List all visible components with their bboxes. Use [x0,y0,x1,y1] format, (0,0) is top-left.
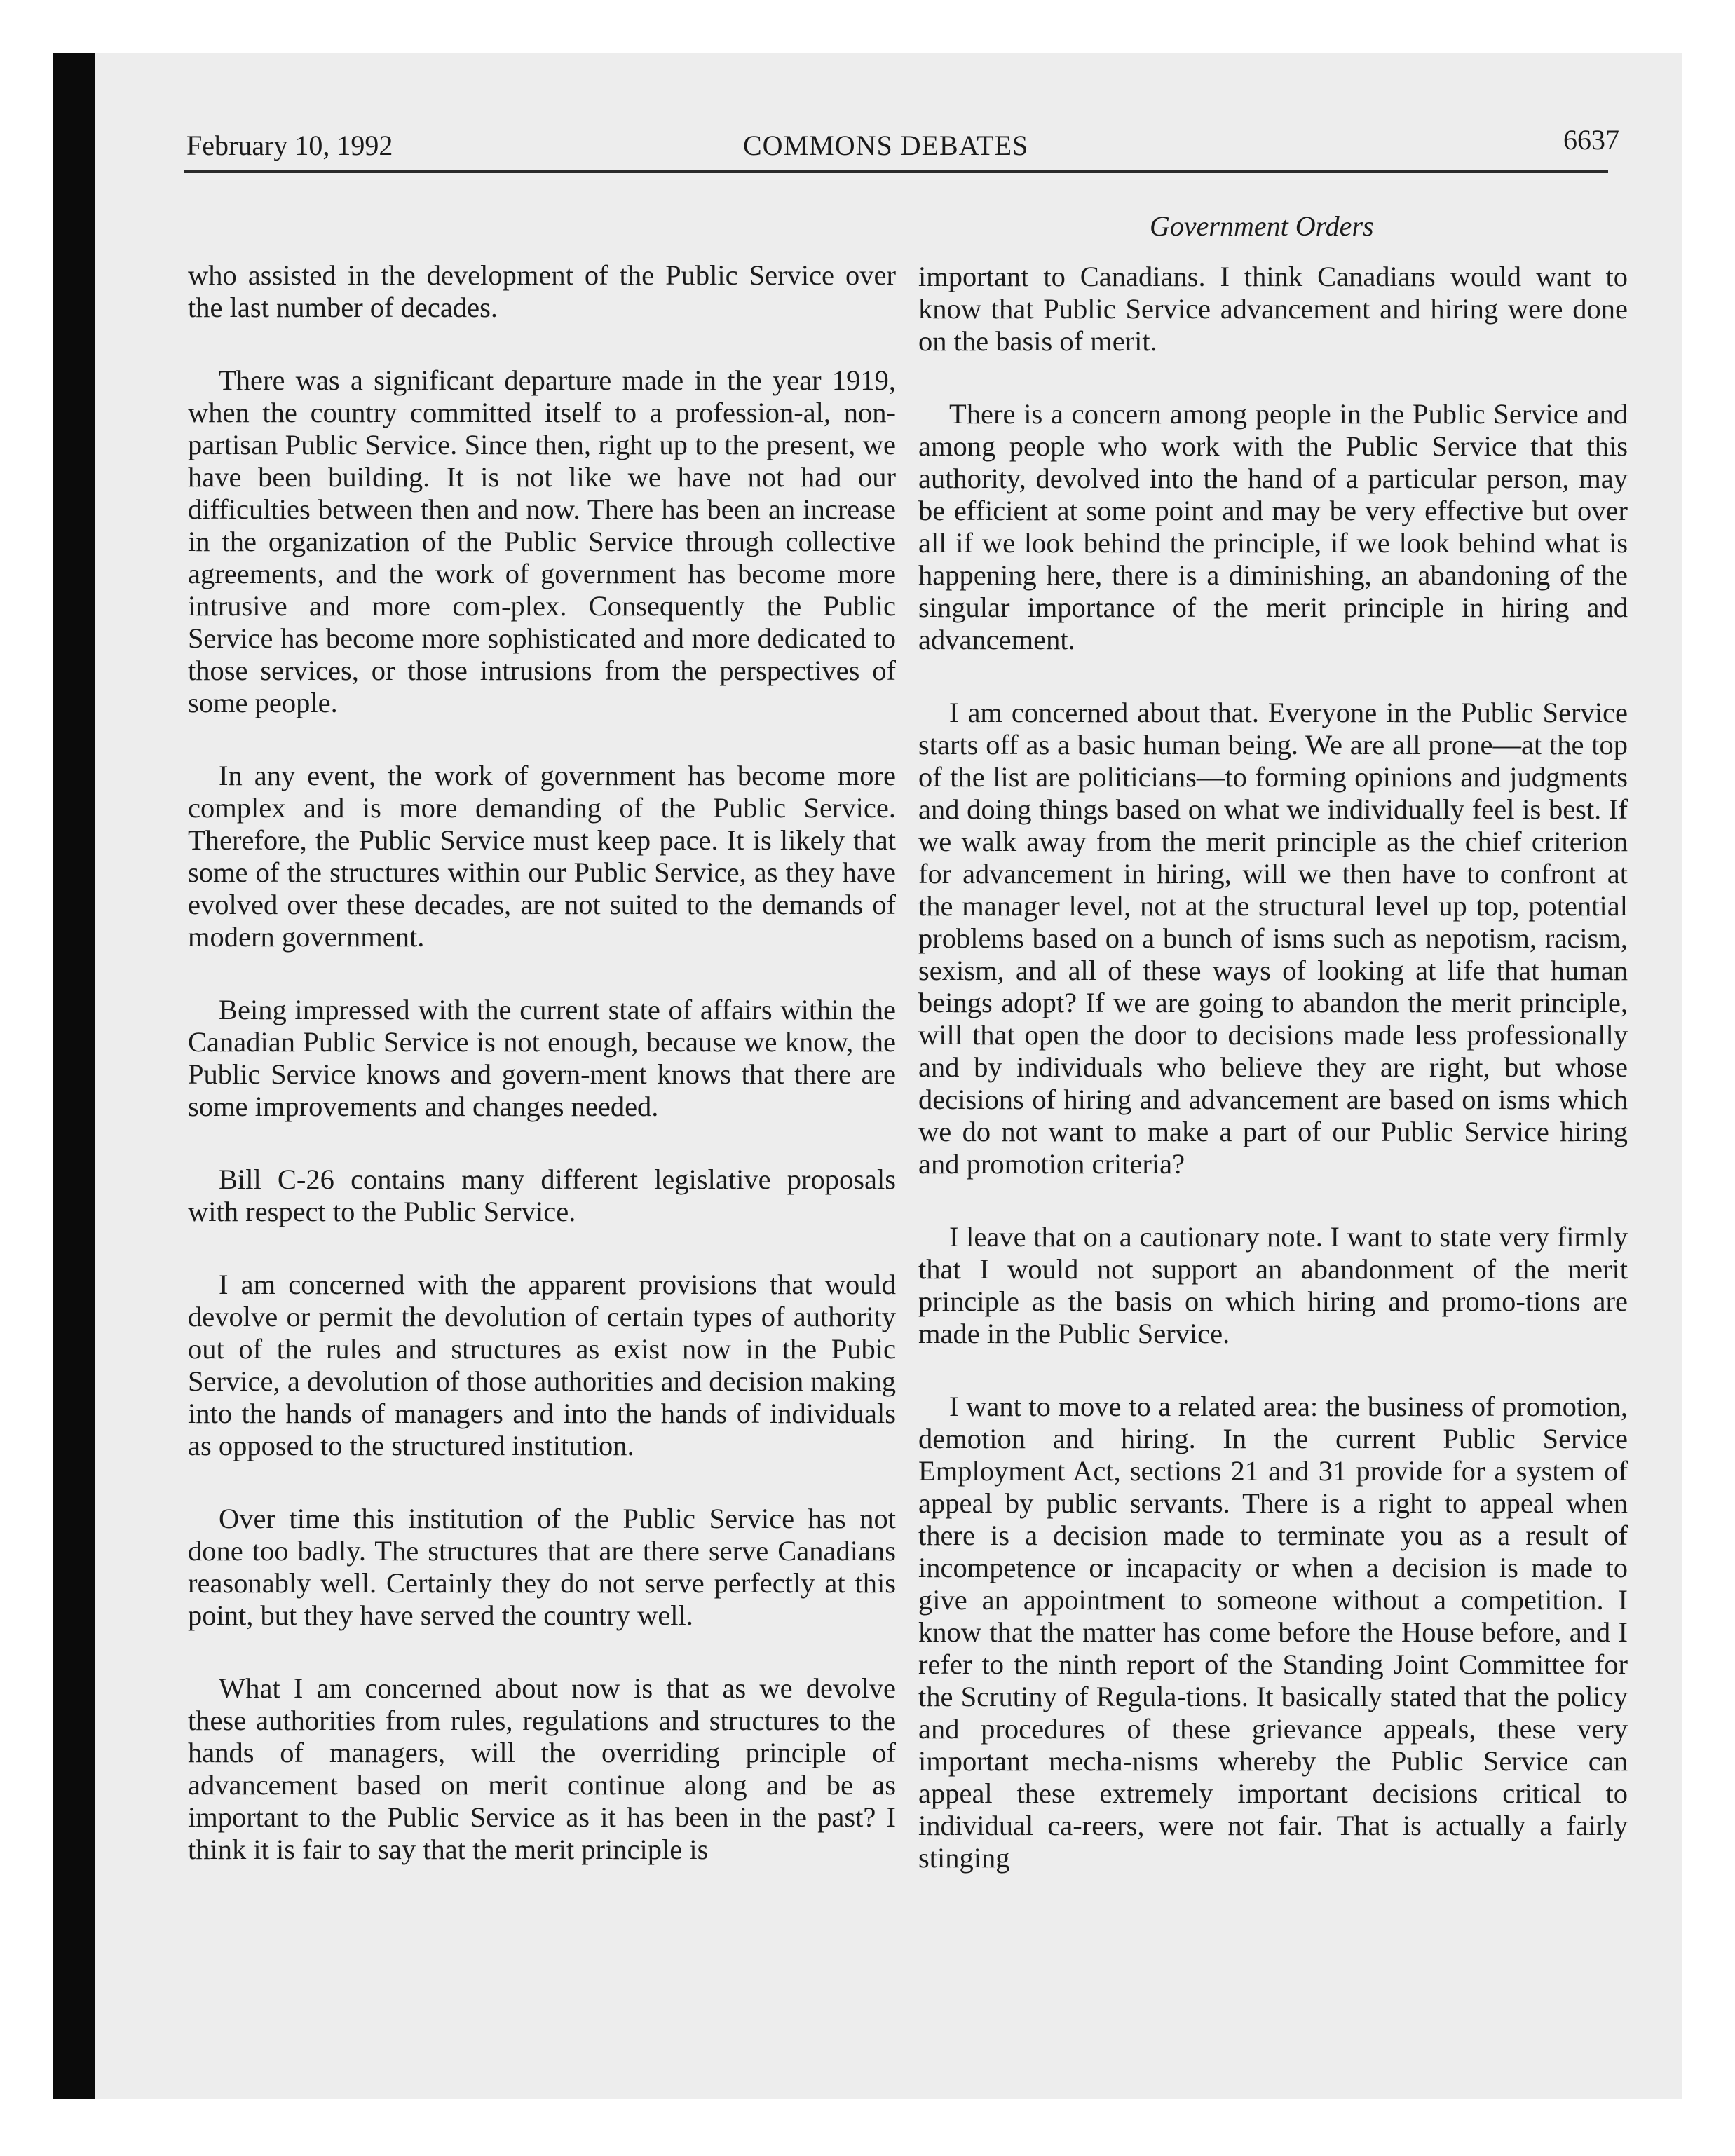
paragraph: I am concerned with the apparent provisions that would devolve or permit the devolution of certain types of authority out of the rules and structures as exist now in the Pubic Service, a devolution of those authorities and decision making into the hands of managers and into the hands of individuals as opposed to the structured institution. [188,1269,896,1461]
paragraph: important to Canadians. I think Canadians would want to know that Public Service advancement and hiring were done on the basis of merit. [918,261,1628,357]
left-column [188,259,896,1906]
paragraph: I leave that on a cautionary note. I want to state very firmly that I would not support an abandonment of the merit principle as the basis on which hiring and promo-tions are made in the Public Service. [918,1221,1628,1349]
paragraph: What I am concerned about now is that as we devolve these authorities from rules, regulations and structures to the hands of managers, will the overriding principle of advancement based on merit continue along and be as important to the Public Service as it has been in the past? I think it is fair to say that the merit principle is [188,1672,896,1865]
paragraph: In any event, the work of government has become more complex and is more demanding of the Public Service. Therefore, the Public Service must keep pace. It is likely that some of the structures within our Public Service, as they have evolved over these decades, are not suited to the demands of modern government. [188,760,896,953]
paragraph: I am concerned about that. Everyone in the Public Service starts off as a basic human being. We are all prone—at the top of the list are politicians—to forming opinions and judgments and doing things based on what we individually feel is best. If we walk away from the merit principle as the chief criterion for advancement in hiring, will we then have to confront at the manager level, not at the structural level up top, potential problems based on a bunch of isms such as nepotism, racism, sexism, and all of these ways of looking at life that human beings adopt? If we are going to abandon the merit principle, will that open the door to decisions made less professionally and by individuals who believe they are right, but whose decisions of hiring and advancement are based on isms which we do not want to make a part of our Public Service hiring and promotion criteria? [918,697,1628,1180]
section-label: Government Orders [1150,210,1374,242]
paragraph: Bill C-26 contains many different legislative proposals with respect to the Public Service. [188,1164,896,1227]
header-title: COMMONS DEBATES [743,130,1029,161]
paragraph: There is a concern among people in the Public Service and among people who work with the Public Service that this authority, devolved into the hand of a particular person, may be efficient at some point and may be very effective but over all if we look behind the principle, if we look behind what is happening here, there is a diminishing, an abandoning of the singular importance of the merit principle in hiring and advancement. [918,398,1628,655]
header-date: February 10, 1992 [186,130,393,161]
paragraph: I want to move to a related area: the business of promotion, demotion and hiring. In the current Public Service Employment Act, sections 21 and 31 provide for a system of appeal by public servants. There is a right to appeal when there is a decision made to terminate you as a result of incompetence or incapacity or when a decision is made to give an appointment to someone without a competition. I know that the matter has come before the House before, and I refer to the ninth report of the Standing Joint Committee for the Scrutiny of Regula-tions. It basically stated that the policy and procedures of these grievance appeals, these very important mecha-nisms whereby the Public Service can appeal these extremely important decisions critical to individual ca-reers, were not fair. That is actually a fairly stinging [918,1391,1628,1874]
header-rule [184,170,1608,173]
scan-binding-shadow [53,53,95,2099]
paragraph: Over time this institution of the Public Service has not done too badly. The structures that are there serve Canadians reasonably well. Certainly they do not serve perfectly at this point, but they have served the country well. [188,1503,896,1631]
page-number: 6637 [1563,124,1619,156]
paragraph: who assisted in the development of the Public Service over the last number of decades. [188,259,896,323]
paragraph: There was a significant departure made in the year 1919, when the country committed itself to a profession-al, non-partisan Public Service. Since then, right up to the present, we have been building. It is not like we have not had our difficulties between then and now. There has been an increase in the organization of the Public Service through collective agreements, and the work of government has become more intrusive and more com-plex. Consequently the Public Service has become more sophisticated and more dedicated to those services, or those intrusions from the perspectives of some people. [188,364,896,718]
right-column [918,261,1628,1915]
paragraph: Being impressed with the current state of affairs within the Canadian Public Service is not enough, because we know, the Public Service knows and govern-ment knows that there are some improvements and changes needed. [188,994,896,1122]
